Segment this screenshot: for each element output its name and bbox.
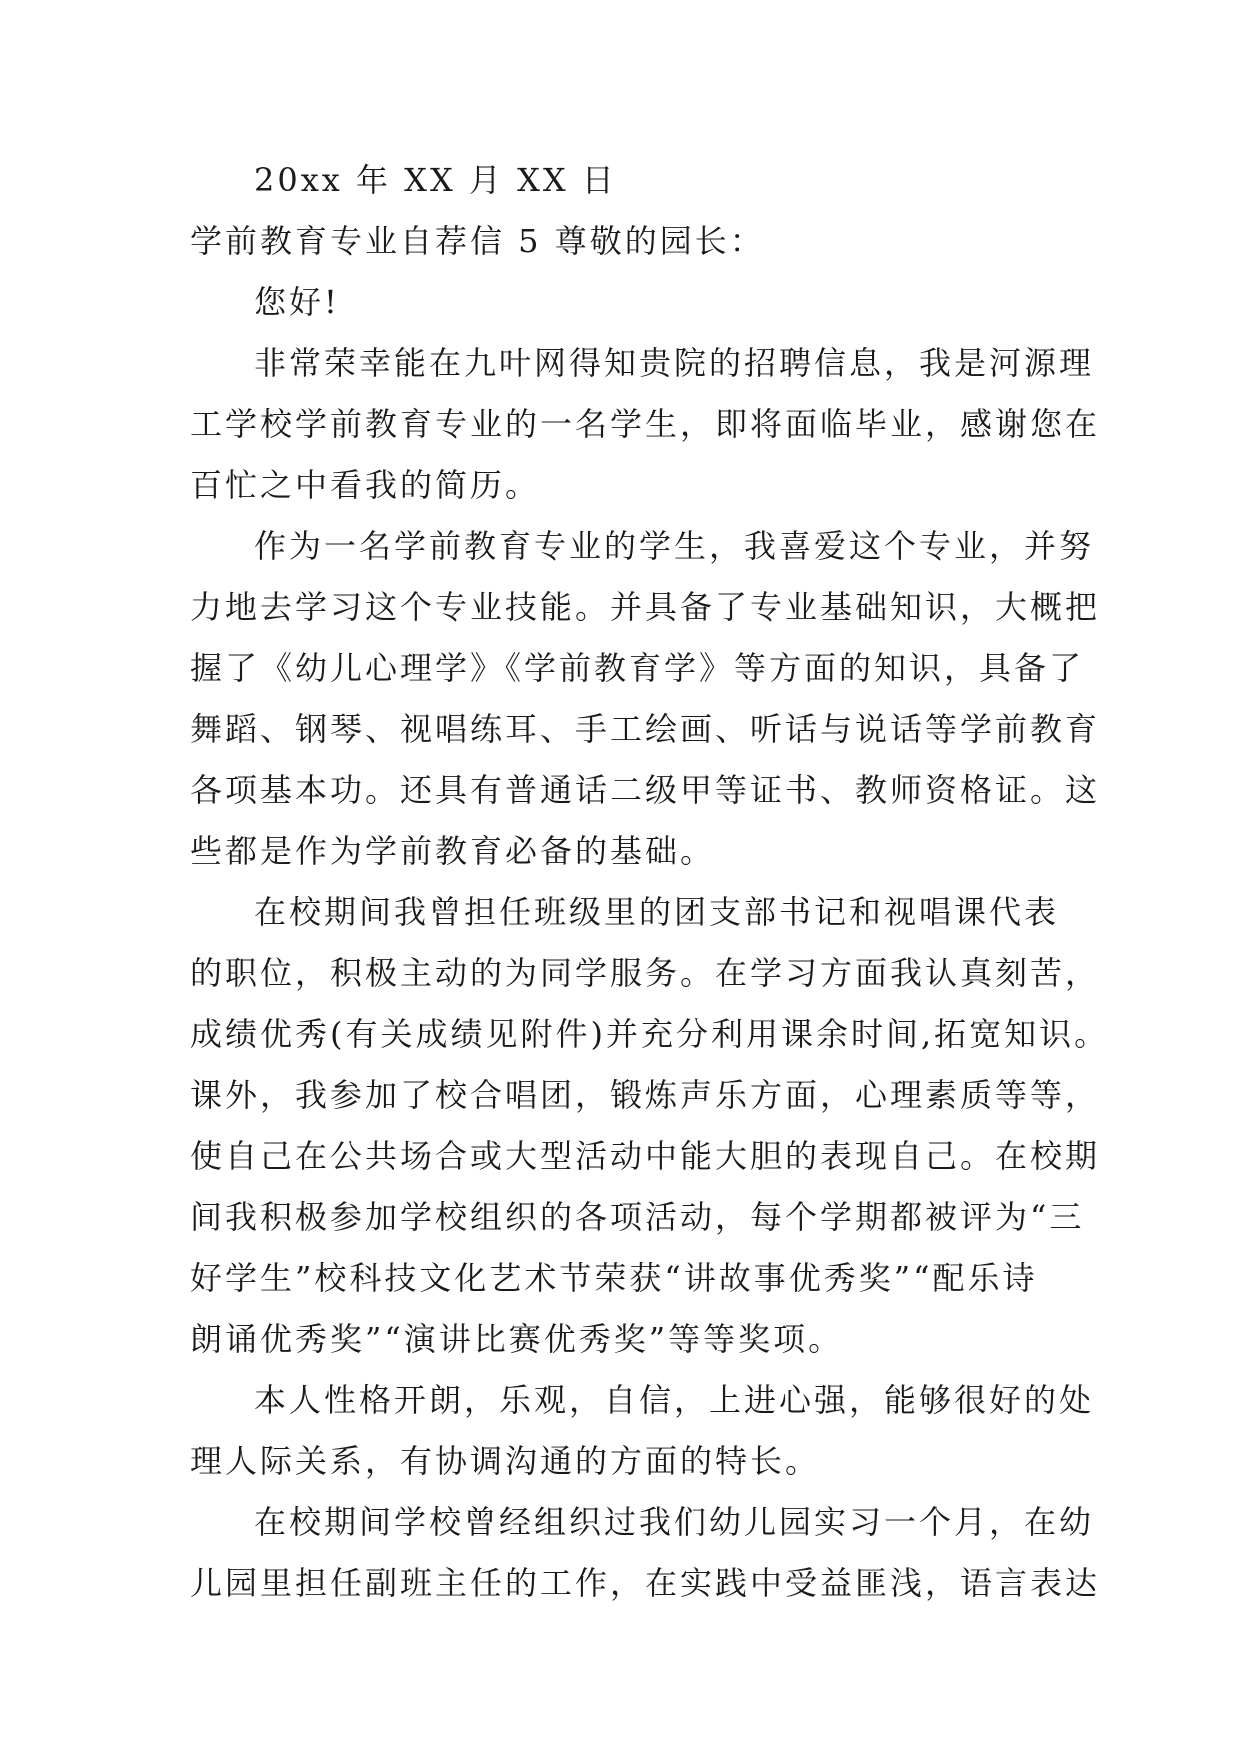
paragraph-line: 朗诵优秀奖”“演讲比赛优秀奖”等等奖项。	[190, 1320, 844, 1358]
paragraph-line: 舞蹈、钢琴、视唱练耳、手工绘画、听话与说话等学前教育	[190, 710, 1101, 748]
paragraph-3	[190, 882, 1110, 1370]
paragraph-2	[190, 516, 1101, 882]
paragraph-1	[190, 333, 1101, 516]
paragraph-line: 使自己在公共场合或大型活动中能大胆的表现自己。在校期	[190, 1137, 1101, 1175]
paragraph-line: 成绩优秀(有关成绩见附件)并充分利用课余时间,拓宽知识。	[190, 1015, 1110, 1053]
paragraph-line: 间我积极参加学校组织的各项活动，每个学期都被评为“三	[190, 1198, 1085, 1236]
paragraph-line: 工学校学前教育专业的一名学生，即将面临毕业，感谢您在	[190, 405, 1101, 443]
paragraph-line: 的职位，积极主动的为同学服务。在学习方面我认真刻苦，	[190, 954, 1101, 992]
letter-body	[190, 150, 1110, 1614]
paragraph-line: 本人性格开朗，乐观，自信，上进心强，能够很好的处	[254, 1381, 1095, 1419]
paragraph-line: 力地去学习这个专业技能。并具备了专业基础知识，大概把	[190, 588, 1101, 626]
paragraph-line: 非常荣幸能在九叶网得知贵院的招聘信息，我是河源理	[254, 344, 1095, 382]
paragraph-line: 握了《幼儿心理学》《学前教育学》等方面的知识，具备了	[190, 649, 1085, 687]
paragraph-line: 在校期间我曾担任班级里的团支部书记和视唱课代表	[254, 893, 1060, 931]
paragraph-line: 些都是作为学前教育必备的基础。	[190, 832, 716, 870]
paragraph-line: 各项基本功。还具有普通话二级甲等证书、教师资格证。这	[190, 771, 1101, 809]
paragraph-line: 儿园里担任副班主任的工作，在实践中受益匪浅，语言表达	[190, 1564, 1101, 1602]
letter-title: 学前教育专业自荐信 5 尊敬的园长：	[190, 222, 765, 260]
paragraph-line: 课外，我参加了校合唱团，锻炼声乐方面，心理素质等等，	[190, 1076, 1101, 1114]
paragraph-line: 百忙之中看我的简历。	[190, 466, 541, 504]
paragraph-line: 在校期间学校曾经组织过我们幼儿园实习一个月，在幼	[254, 1503, 1095, 1541]
letter-date: 20xx 年 XX 月 XX 日	[254, 161, 617, 199]
letter-greeting: 您好!	[254, 283, 340, 321]
paragraph-line: 好学生”校科技文化艺术节荣获“讲故事优秀奖”“配乐诗	[190, 1259, 1038, 1297]
paragraph-line: 理人际关系，有协调沟通的方面的特长。	[190, 1442, 821, 1480]
paragraph-5	[190, 1492, 1101, 1614]
paragraph-4	[190, 1370, 1095, 1492]
paragraph-line: 作为一名学前教育专业的学生，我喜爱这个专业，并努	[254, 527, 1095, 565]
